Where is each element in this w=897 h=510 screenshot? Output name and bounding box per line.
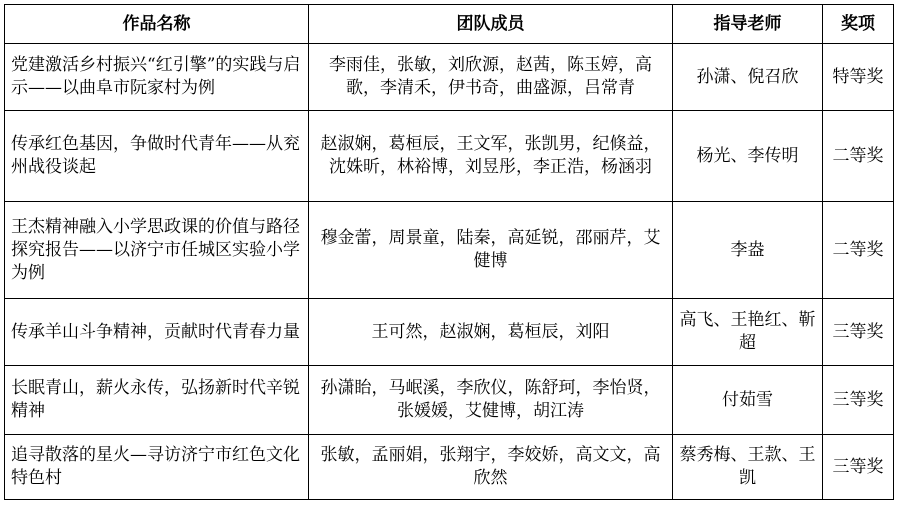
header-row (5, 5, 894, 44)
work-title: 长眠青山，薪火永传，弘扬新时代辛锐精神 (5, 366, 309, 435)
table-row (5, 366, 894, 435)
work-title: 党建激活乡村振兴“红引擎”的实践与启示——以曲阜市阮家村为例 (5, 44, 309, 111)
award: 三等奖 (823, 366, 894, 435)
table-row (5, 202, 894, 299)
advisor: 蔡秀梅、王款、王凯 (673, 435, 823, 500)
work-title: 追寻散落的星火—寻访济宁市红色文化特色村 (5, 435, 309, 500)
team-members: 李雨佳，张敏，刘欣源，赵茜，陈玉婷，高歌，李清禾，伊书奇，曲盛源，吕常青 (309, 44, 673, 111)
award: 二等奖 (823, 111, 894, 202)
advisor: 杨光、李传明 (673, 111, 823, 202)
award: 三等奖 (823, 299, 894, 366)
award: 三等奖 (823, 435, 894, 500)
team-members: 张敏，孟丽娟，张翔宇，李姣娇，高文文，高欣然 (309, 435, 673, 500)
advisor: 付茹雪 (673, 366, 823, 435)
table-row (5, 44, 894, 111)
work-title: 王杰精神融入小学思政课的价值与路径探究报告——以济宁市任城区实验小学为例 (5, 202, 309, 299)
team-members: 孙潇眙，马岷溪，李欣仪，陈舒珂，李怡贤，张媛媛，艾健博，胡江涛 (309, 366, 673, 435)
work-title: 传承羊山斗争精神，贡献时代青春力量 (5, 299, 309, 366)
table-row (5, 111, 894, 202)
team-members: 穆金蕾，周景童，陆秦，高延锐，邵丽芹，艾健博 (309, 202, 673, 299)
team-members: 王可然，赵淑娴，葛桓辰，刘阳 (309, 299, 673, 366)
work-title: 传承红色基因，争做时代青年——从兖州战役谈起 (5, 111, 309, 202)
table-row (5, 435, 894, 500)
advisor: 孙潇、倪召欣 (673, 44, 823, 111)
team-members: 赵淑娴，葛桓辰，王文军，张凯男，纪倏益，沈姝昕，林裕博，刘昱彤，李正浩，杨涵羽 (309, 111, 673, 202)
header-teacher: 指导老师 (673, 5, 823, 44)
header-award: 奖项 (823, 5, 894, 44)
table-row (5, 299, 894, 366)
award: 特等奖 (823, 44, 894, 111)
header-members: 团队成员 (309, 5, 673, 44)
awards-table (4, 4, 894, 500)
advisor: 李盎 (673, 202, 823, 299)
award: 二等奖 (823, 202, 894, 299)
header-title: 作品名称 (5, 5, 309, 44)
advisor: 高飞、王艳红、靳超 (673, 299, 823, 366)
